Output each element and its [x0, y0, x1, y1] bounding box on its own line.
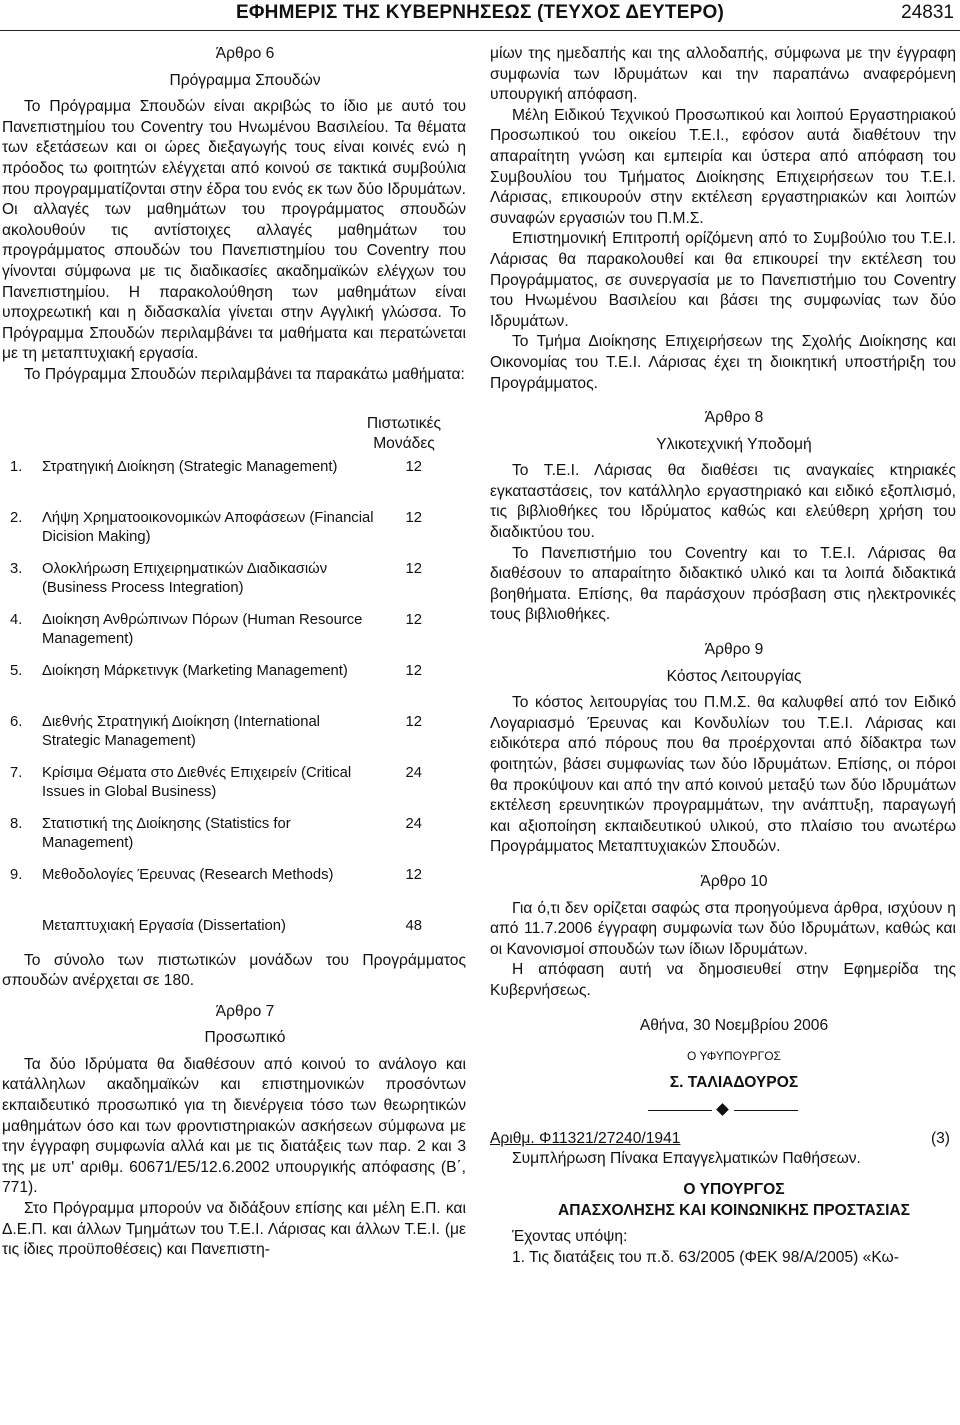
lab-staff-paragraph: Μέλη Ειδικού Τεχνικού Προσωπικού και λοιπού Εργαστηριακού Προσωπικού του οικείου Τ.Ε.Ι., εφόσον αυτά διαθέτουν την απαραίτητη γνώση και εμπειρία και ύστερα από απόφαση του Συμβουλίου του Τμήματος Διοίκησης Επιχειρήσεων του Τ.Ε.Ι. Λάρισας, επικουρούν στην εκτέλεση εργαστηριακών και λοιπών συναφών εργασιών του Π.Μ.Σ.	[490, 106, 956, 227]
page-header	[0, 0, 960, 31]
course-number: 4.	[10, 611, 23, 628]
minister-name: Σ. ΤΑΛΙΑΔΟΥΡΟΣ	[669, 1073, 799, 1091]
course-number: 3.	[10, 560, 23, 577]
article-6-paragraph-2: Το Πρόγραμμα Σπουδών περιλαμβάνει τα παρακάτω μαθήματα:	[24, 365, 465, 383]
decision-reference-row	[490, 1129, 956, 1149]
article-6-subtitle: Πρόγραμμα Σπουδών	[169, 71, 321, 89]
gazette-title: ΕΦΗΜΕΡΙΣ ΤΗΣ ΚΥΒΕΡΝΗΣΕΩΣ (ΤΕΥΧΟΣ ΔΕΥΤΕΡΟ)	[236, 2, 724, 23]
minister-title-line-2: ΑΠΑΣΧΟΛΗΣΗΣ ΚΑΙ ΚΟΙΝΩΝΙΚΗΣ ΠΡΟΣΤΑΣΙΑΣ	[557, 1201, 911, 1219]
course-item	[2, 458, 466, 497]
minister-label: Ο ΥΦΥΠΟΥΡΓΟΣ	[687, 1049, 781, 1064]
article-8-paragraph-2: Το Πανεπιστήμιο του Coventry και το Τ.Ε.Ι. Λάρισας θα διαθέσουν το απαραίτητο διδακτικό υλικό και τα λοιπά διδακτικά βοηθήματα. Επίσης, θα παράσχουν πρόσβαση στις ηλεκτρονικές τους βιβλιοθήκες.	[490, 544, 956, 624]
credits-header-line-1: Πιστωτικές	[366, 414, 442, 432]
course-number: 6.	[10, 713, 23, 730]
department-paragraph: Το Τμήμα Διοίκησης Επιχειρήσεων της Σχολής Διοίκησης και Οικονομίας του Τ.Ε.Ι. Λάρισας έχει τη διοικητική υποστήριξη του Προγράμματος.	[490, 333, 956, 392]
course-number: 8.	[10, 815, 23, 832]
course-item	[2, 815, 466, 854]
minister-title-line-1: Ο ΥΠΟΥΡΓΟΣ	[683, 1180, 785, 1198]
article-10-paragraph-1: Για ό,τι δεν ορίζεται σαφώς στα προηγούμενα άρθρα, ισχύουν η από 11.7.2006 έγγραφη συμφωνία των δύο Ιδρυμάτων, καθώς και οι Κανονισμοί σπουδών των ίδιων Ιδρυμάτων.	[490, 899, 956, 958]
dissertation-name: Μεταπτυχιακή Εργασία (Dissertation)	[42, 917, 286, 934]
having-regard-heading: Έχοντας υπόψη:	[512, 1228, 628, 1246]
course-credits: 12	[405, 509, 422, 526]
right-column	[490, 44, 956, 1268]
course-item	[2, 560, 466, 599]
date-line: Αθήνα, 30 Νοεμβρίου 2006	[639, 1016, 829, 1034]
course-item	[2, 662, 466, 701]
course-number: 9.	[10, 866, 23, 883]
article-6-paragraph-1: Το Πρόγραμμα Σπουδών είναι ακριβώς το ίδιο με αυτό του Πανεπιστημίου του Coventry του Ηνωμένου Βασιλείου. Τα θέματα των εξετάσεων και οι ώρες διεξαγωγής τους είναι κοινές ενώ η πρόοδος τω φοιτητών ελέγχεται από κοινού σε τακτικά συμβούλια που προγραμματίζονται στην έδρα του ενός εκ των δύο Ιδρυμάτων. Οι αλλαγές των μαθημάτων του προγράμματος σπουδών ακολουθούν τις αντίστοιχες αλλαγές μαθημάτων του προγράμματος σπουδών του Πανεπιστημίου του Coventry που γίνονται σύμφωνα με τις διαδικασίες ακαδημαϊκών ελέγχων του Πανεπιστημίου. Η παρακολούθηση των μαθημάτων είναι υποχρεωτική και η διδασκαλία γίνεται στην Αγγλική γλώσσα. Το Πρόγραμμα Σπουδών περιλαμβάνει τα μαθήματα και περατώνεται με τη μεταπτυχιακή εργασία.	[2, 98, 466, 363]
left-column	[2, 44, 466, 1261]
course-credits: 12	[405, 458, 422, 475]
course-name: Διοίκηση Μάρκετινγκ (Marketing Management)	[42, 662, 348, 679]
article-7-title: Άρθρο 7	[215, 1002, 275, 1020]
course-credits: 24	[405, 815, 422, 832]
decision-reference: Αριθμ. Φ11321/27240/1941	[490, 1130, 681, 1148]
course-name: Διεθνής Στρατηγική Διοίκηση (International Strategic Management)	[42, 713, 320, 749]
course-list	[2, 458, 466, 937]
credits-header	[2, 414, 466, 458]
credits-header-line-2: Μονάδες	[373, 435, 435, 453]
diamond-ornament-icon	[716, 1103, 729, 1116]
decision-count: (3)	[930, 1130, 950, 1148]
article-7-subtitle: Προσωπικό	[204, 1029, 286, 1047]
course-name: Διοίκηση Ανθρώπινων Πόρων (Human Resource Management)	[42, 611, 363, 647]
course-number: 7.	[10, 764, 23, 781]
course-name: Λήψη Χρηματοοικονομικών Αποφάσεων (Financial Dicision Making)	[42, 509, 374, 545]
course-name: Στατιστική της Διοίκησης (Statistics for Management)	[42, 815, 291, 851]
dissertation-credits: 48	[405, 917, 422, 934]
total-credits-text: Το σύνολο των πιστωτικών μονάδων του Προγράμματος σπουδών ανέρχεται σε 180.	[2, 951, 466, 990]
course-credits: 12	[405, 611, 422, 628]
article-8-paragraph-1: Το Τ.Ε.Ι. Λάρισας θα διαθέσει τις αναγκαίες κτηριακές εγκαταστάσεις, τον κατάλληλο εργαστηριακό και ειδικό εξοπλισμό, τις βιβλιοθήκες του Ιδρύματος καθώς και ελεύθερη χρήση του διαδικτύου του.	[490, 462, 956, 542]
course-item	[2, 509, 466, 548]
page-number: 24831	[901, 2, 954, 23]
regard-item-1: 1. Τις διατάξεις του π.δ. 63/2005 (ΦΕΚ 98/Α/2005) «Κω-	[512, 1248, 899, 1266]
decision-subject: Συμπλήρωση Πίνακα Επαγγελματικών Παθήσεων.	[512, 1150, 861, 1168]
course-credits: 12	[405, 560, 422, 577]
article-7-paragraph-1: Τα δύο Ιδρύματα θα διαθέσουν από κοινού το ανάλογο και κατάλληλων ακαδημαϊκών και επιστημονικών προσόντων εκπαιδευτικό προσωπικό για τη διενέργεια τόσο των θεωρητικών μαθημάτων όσο και των φροντιστηριακών ασκήσεων σύμφωνα με την έγγραφη συμφωνία αλλά και με τις διατάξεις των παρ. 2 και 3 της με υπ' αριθμ. 60671/Ε5/12.6.2002 υπουργικής απόφασης (Β΄, 771).	[2, 1055, 466, 1197]
course-credits: 24	[405, 764, 422, 781]
article-10-title: Άρθρο 10	[700, 872, 768, 890]
section-divider	[648, 1103, 798, 1117]
course-name: Στρατηγική Διοίκηση (Strategic Management)	[42, 458, 338, 475]
article-7-paragraph-2: Στο Πρόγραμμα μπορούν να διδάξουν επίσης και μέλη Ε.Π. και Δ.Ε.Π. και άλλων Τμημάτων του Τ.Ε.Ι. Λάρισας και άλλων Τ.Ε.Ι. (με τις ίδιες προϋποθέσεις) και Πανεπιστη-	[2, 1200, 466, 1259]
article-8-title: Άρθρο 8	[704, 409, 764, 427]
article-9-paragraph-1: Το κόστος λειτουργίας του Π.Μ.Σ. θα καλυφθεί από τον Ειδικό Λογαριασμό Έρευνας και Κονδυλίων του Τ.Ε.Ι. Λάρισας και ειδικότερα από πόρους που θα προέρχονται από δίδακτρα των φοιτητών, βάσει συμφωνίας των δύο Ιδρυμάτων. Επίσης, οι πόροι θα προκύψουν και από την από κοινού μεταξύ των δύο Ιδρυμάτων εκτέλεση ερευνητικών προγραμμάτων, την ανάπτυξη, παραγωγή και αξιοποίηση εκπαιδευτικού υλικού, στο πλαίσιο του ανωτέρω Προγράμματος Μεταπτυχιακών Σπουδών.	[490, 694, 956, 856]
course-item	[2, 611, 466, 650]
course-number: 5.	[10, 662, 23, 679]
course-name: Κρίσιμα Θέματα στο Διεθνές Επιχειρείν (Critical Issues in Global Business)	[42, 764, 352, 800]
continued-paragraph: μίων της ημεδαπής και της αλλοδαπής, σύμφωνα με την έγγραφη συμφωνία των Ιδρυμάτων και την παραπάνω αναφερόμενη υπουργική απόφαση.	[490, 45, 956, 104]
course-item	[2, 713, 466, 752]
course-credits: 12	[405, 662, 422, 679]
course-item	[2, 764, 466, 803]
course-name: Ολοκλήρωση Επιχειρηματικών Διαδικασιών (Business Process Integration)	[42, 560, 328, 596]
article-9-title: Άρθρο 9	[704, 641, 764, 659]
article-9-subtitle: Κόστος Λειτουργίας	[666, 667, 802, 685]
article-10-paragraph-2: Η απόφαση αυτή να δημοσιευθεί στην Εφημερίδα της Κυβερνήσεως.	[490, 961, 956, 999]
course-item	[2, 866, 466, 905]
article-8-subtitle: Υλικοτεχνική Υποδομή	[656, 435, 812, 453]
course-number: 1.	[10, 458, 23, 475]
course-credits: 12	[405, 713, 422, 730]
course-name: Μεθοδολογίες Έρευνας (Research Methods)	[42, 866, 334, 883]
article-6-title: Άρθρο 6	[215, 45, 275, 62]
course-number: 2.	[10, 509, 23, 526]
course-credits: 12	[405, 866, 422, 883]
dissertation-item	[2, 917, 466, 937]
committee-paragraph: Επιστημονική Επιτροπή ορίζόμενη από το Συμβούλιο του Τ.Ε.Ι. Λάρισας θα παρακολουθεί και θα επικουρεί την εκτέλεση του Προγράμματος, σε συνεργασία με το Πανεπιστήμιο του Coventry του Ηνωμένου Βασιλείου και βάσει της συμφωνίας των δύο Ιδρυμάτων.	[490, 230, 956, 330]
